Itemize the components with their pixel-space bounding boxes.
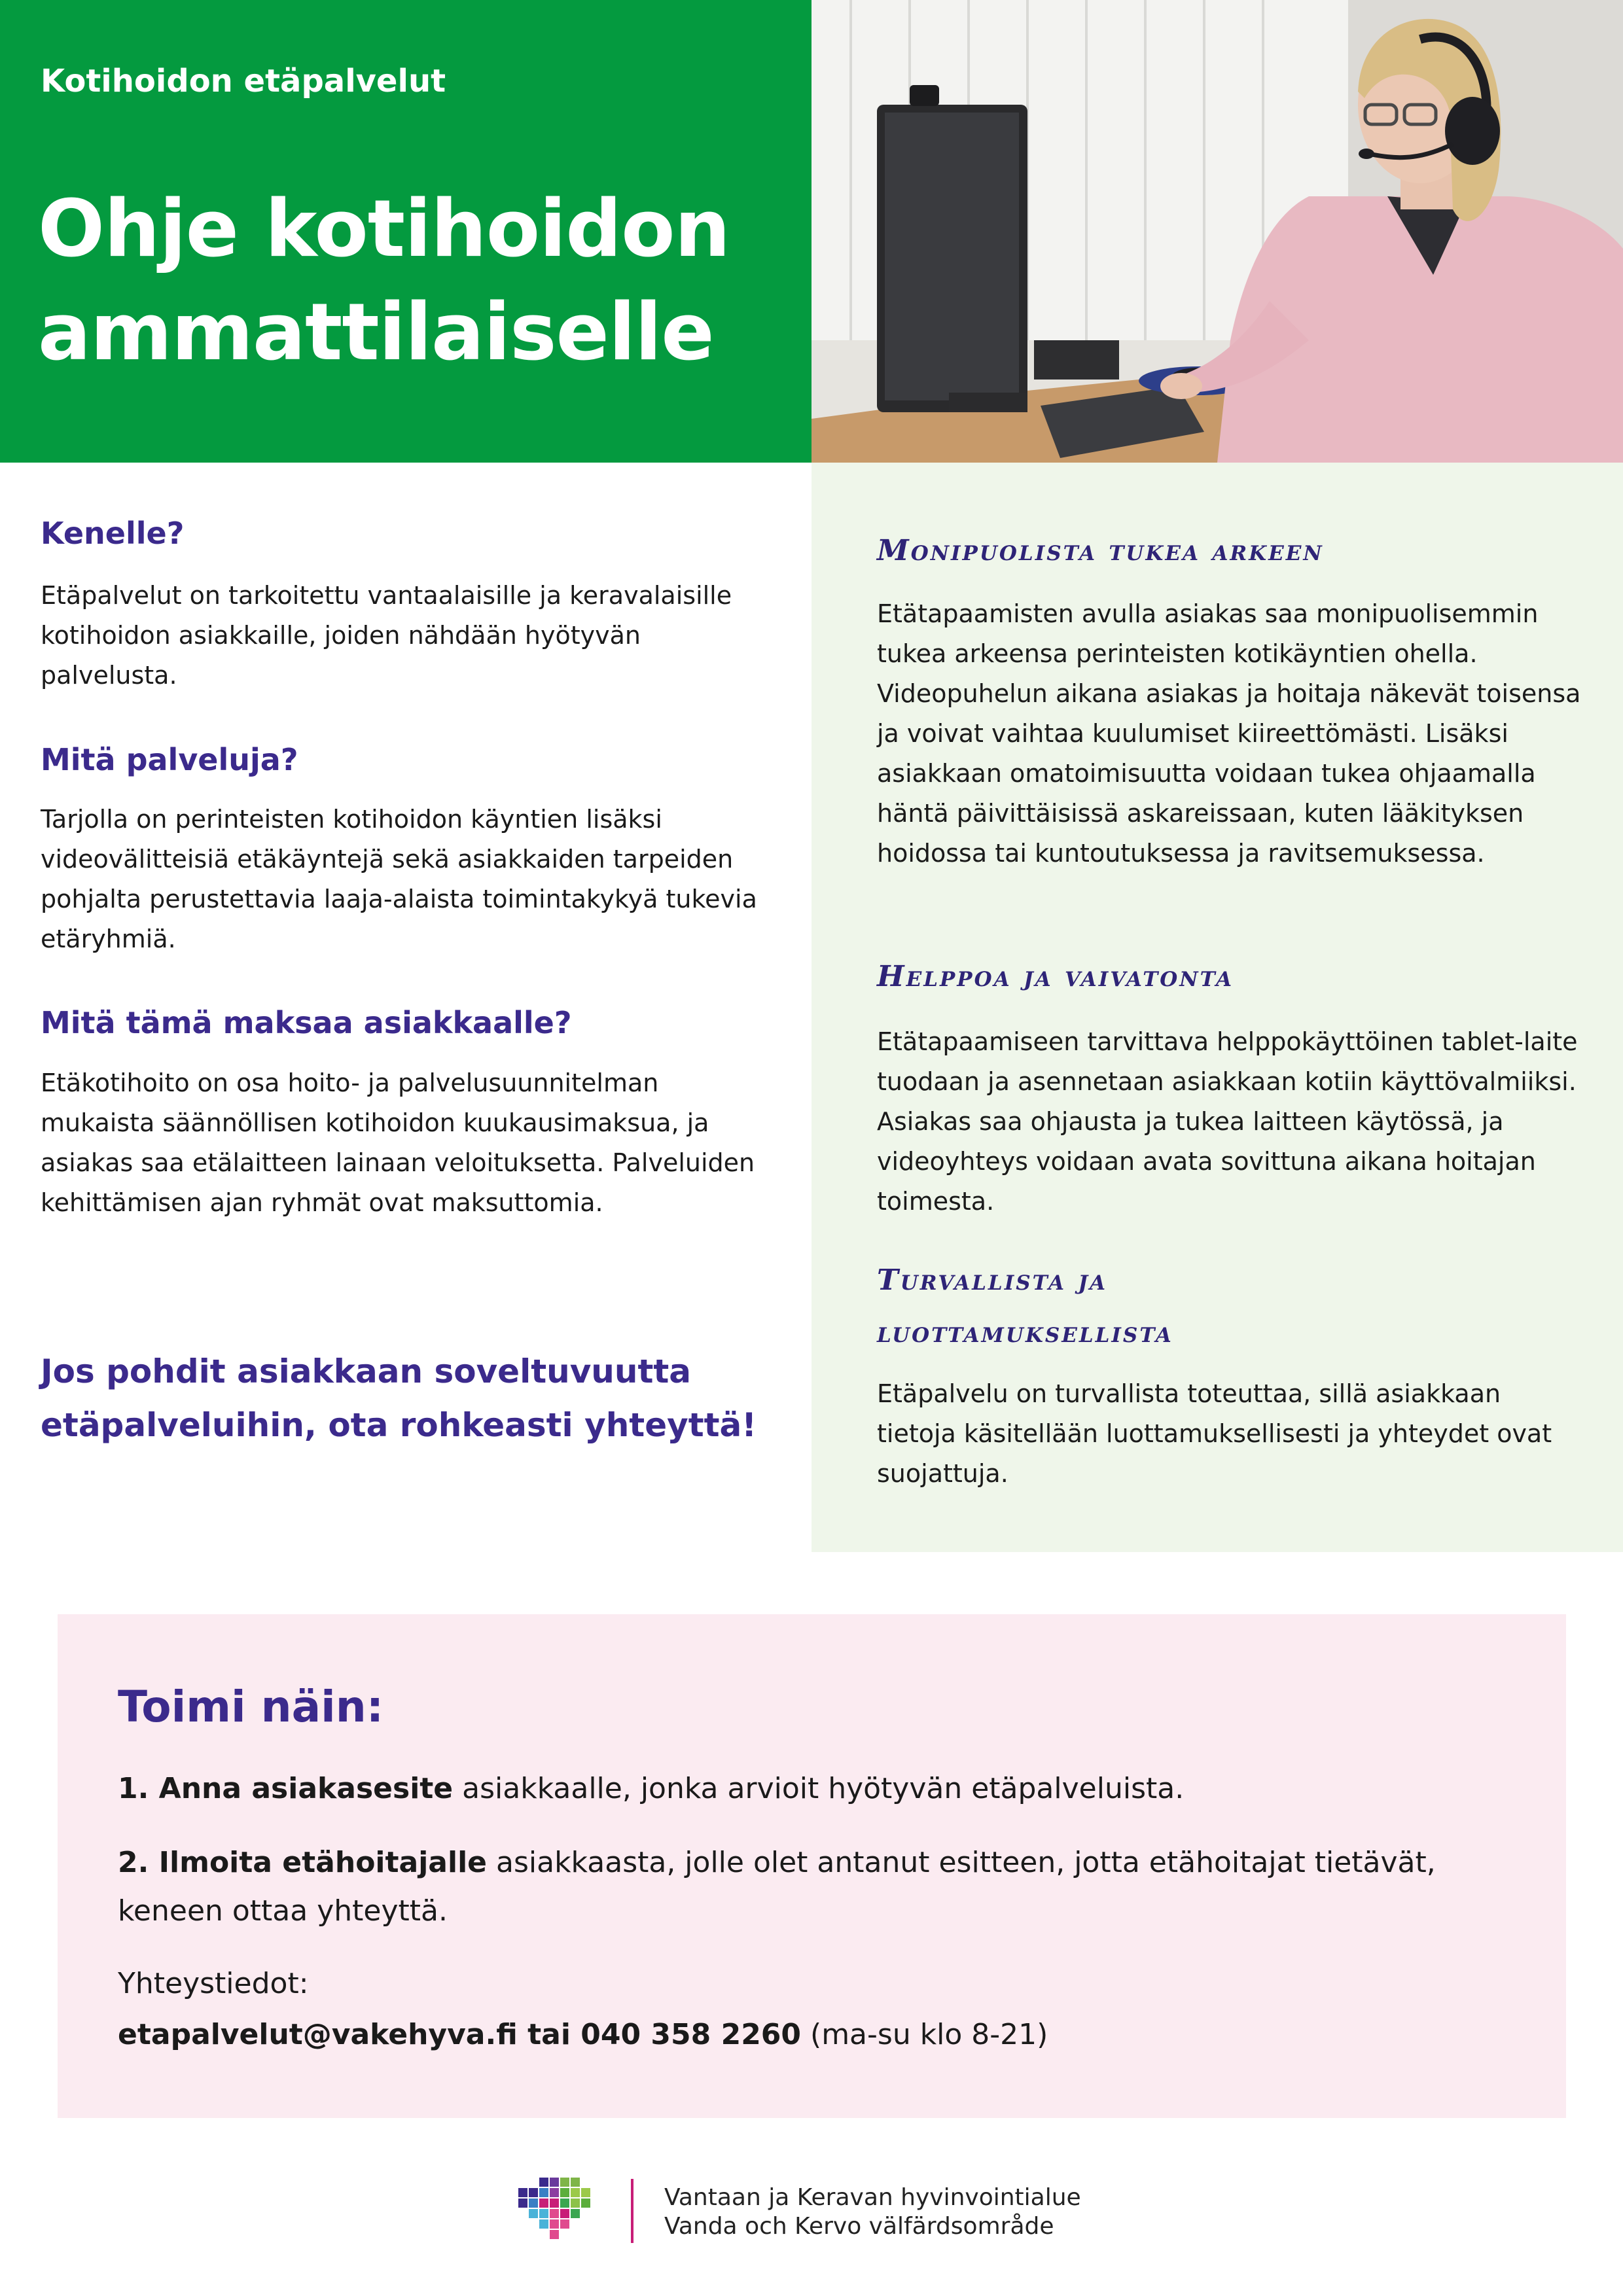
heading-turvallista-line-2: luottamuksellista bbox=[877, 1316, 1173, 1349]
title-line-1: Ohje kotihoidon bbox=[38, 184, 730, 275]
title-line-2: ammattilaiselle bbox=[38, 287, 714, 378]
page-title bbox=[38, 178, 791, 385]
step-2-bold: 2. Ilmoita etähoitajalle bbox=[118, 1846, 488, 1879]
text-mita-maksaa: Etäkotihoito on osa hoito- ja palvelusuunnitelman mukaista säännöllisen kotihoidon kuukausimaksua, ja asiakas saa etälaitteen lainaan veloituksetta. Palveluiden kehittämisen ajan ryhmät ovat maksuttomia. bbox=[41, 1069, 755, 1217]
heading-turvallista-line-1: Turvallista ja bbox=[877, 1263, 1108, 1297]
heading-turvallista bbox=[877, 1254, 1571, 1359]
step-2-text: asiakkaasta, jolle olet antanut esitteen, jotta etähoitajat tietävät, keneen ottaa yhteyttä. bbox=[118, 1846, 1436, 1928]
vakehyva-heart-logo-icon bbox=[517, 2174, 602, 2246]
text-helppoa: Etätapaamiseen tarvittava helppokäyttöinen tablet-laite tuodaan ja asennetaan asiakkaan kotiin käyttövalmiiksi. Asiakas saa ohjausta ja tukea laitteen käytössä, ja videoyhteys voidaan avata sovittuna aikana hoitajan toimesta. bbox=[877, 1027, 1578, 1216]
instructions-title: Toimi näin: bbox=[118, 1682, 384, 1732]
instruction-step-1 bbox=[118, 1765, 1492, 1813]
contact-email-phone: etapalvelut@vakehyva.fi tai 040 358 2260 bbox=[118, 2018, 802, 2051]
footer-org-finnish: Vantaan ja Keravan hyvinvointialue bbox=[664, 2184, 1081, 2211]
instruction-step-2 bbox=[118, 1839, 1492, 1935]
header-photo bbox=[812, 0, 1623, 463]
contact-hours: (ma-su klo 8-21) bbox=[801, 2018, 1048, 2051]
step-1-bold: 1. Anna asiakasesite bbox=[118, 1772, 454, 1805]
heading-mita-maksaa: Mitä tämä maksaa asiakkaalle? bbox=[41, 1005, 572, 1040]
step-1-text: asiakkaalle, jonka arvioit hyötyvän etäpalveluista. bbox=[453, 1772, 1185, 1805]
heading-kenelle: Kenelle? bbox=[41, 516, 185, 551]
heading-helppoa: Helppoa ja vaivatonta bbox=[877, 960, 1234, 993]
contact-details bbox=[118, 2011, 1492, 2059]
contact-label: Yhteystiedot: bbox=[118, 1967, 309, 2000]
footer-organization bbox=[664, 2183, 1081, 2241]
text-monipuolista: Etätapaamisten avulla asiakas saa monipuolisemmin tukea arkeensa perinteisten kotikäyntien ohella. Videopuhelun aikana asiakas ja hoitaja näkevät toisensa ja voivat vaihtaa kuulumiset kiireettömästi. Lisäksi asiakkaan omatoimisuutta voidaan tukea ohjaamalla häntä päivittäisissä askareissaan, kuten lääkityksen hoidossa tai kuntoutuksessa ja ravitsemuksessa. bbox=[877, 599, 1581, 868]
footer-org-swedish: Vanda och Kervo välfärdsområde bbox=[664, 2213, 1054, 2240]
text-kenelle: Etäpalvelut on tarkoitettu vantaalaisille ja keravalaisille kotihoidon asiakkaille, joiden nähdään hyötyvän palvelusta. bbox=[41, 581, 732, 690]
nurse-at-computer-image bbox=[812, 0, 1623, 463]
heading-mita-palveluja: Mitä palveluja? bbox=[41, 742, 298, 777]
text-turvallista: Etäpalvelu on turvallista toteuttaa, sillä asiakkaan tietoja käsitellään luottamuksellisesti ja yhteydet ovat suojattuja. bbox=[877, 1379, 1552, 1488]
heading-monipuolista: Monipuolista tukea arkeen bbox=[877, 534, 1324, 567]
footer-divider bbox=[631, 2179, 633, 2243]
header-kicker: Kotihoidon etäpalvelut bbox=[41, 63, 446, 99]
contact-call-to-action: Jos pohdit asiakkaan soveltuvuutta etäpalveluihin, ota rohkeasti yhteyttä! bbox=[41, 1352, 757, 1444]
text-mita-palveluja: Tarjolla on perinteisten kotihoidon käyntien lisäksi videovälitteisiä etäkäyntejä sekä asiakkaiden tarpeiden pohjalta perustettavia laaja-alaista toimintakykyä tukevia etäryhmiä. bbox=[41, 805, 757, 953]
